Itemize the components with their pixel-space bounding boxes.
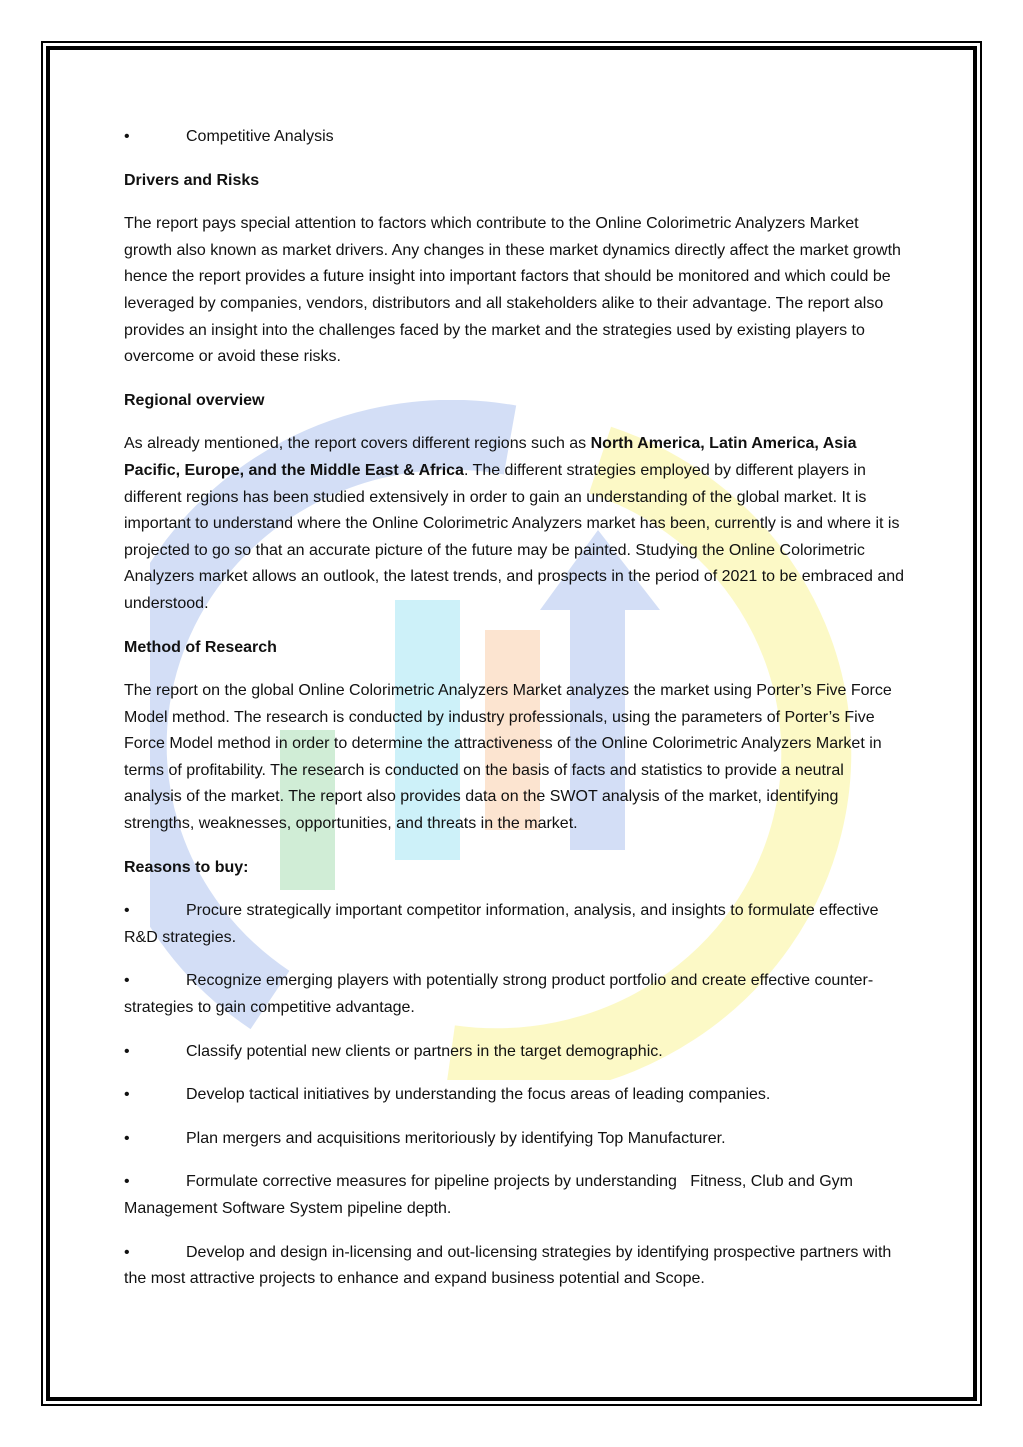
bullet-symbol: • [124, 902, 130, 920]
list-item [124, 124, 904, 151]
list-item [124, 1169, 904, 1222]
list-item-text: Formulate corrective measures for pipeline projects by understanding Fitness, Club and Gym Management Software System pipeline depth. [124, 1173, 858, 1217]
list-item [124, 898, 904, 951]
section-heading-drivers: Drivers and Risks [124, 171, 260, 189]
paragraph-regional [124, 431, 904, 617]
bullet-symbol: • [124, 1173, 130, 1191]
list-item [124, 1240, 904, 1293]
list-item [124, 968, 904, 1021]
regions-bold-text: North America, Latin America, Asia Pacific, Europe, and the Middle East & Africa [124, 435, 857, 479]
list-item-text: Develop tactical initiatives by understanding the focus areas of leading companies. [186, 1086, 771, 1104]
paragraph-text: As already mentioned, the report covers different regions such as [124, 435, 591, 453]
document-body [124, 124, 904, 1310]
section-heading-regional: Regional overview [124, 391, 265, 409]
bullet-symbol: • [124, 1086, 130, 1104]
section-heading-reasons: Reasons to buy: [124, 858, 249, 876]
list-item-text: Competitive Analysis [186, 128, 334, 145]
bullet-symbol: • [124, 128, 130, 145]
paragraph-drivers: The report pays special attention to factors which contribute to the Online Colorimetric Analyzers Market growth also known as market drivers. Any changes in these market dynamics directly affect the market growth hence the report provides a future insight into important factors that should be monitored and which could be leveraged by companies, vendors, distributors and all stakeholders alike to their advantage. The report also provides an insight into the challenges faced by the market and the strategies used by existing players to overcome or avoid these risks. [124, 215, 901, 366]
section-heading-method: Method of Research [124, 638, 277, 656]
list-item-text: Procure strategically important competitor information, analysis, and insights to formulate effective R&D strategies. [124, 902, 879, 946]
bullet-symbol: • [124, 1042, 130, 1060]
list-item-text: Plan mergers and acquisitions meritoriously by identifying Top Manufacturer. [186, 1129, 726, 1147]
paragraph-text: . The different strategies employed by different players in different regions has been studied extensively in order to gain an understanding of the global market. It is important to understand where the Online Colorimetric Analyzers market has been, currently is and where it is projected to go so that an accurate picture of the future may be painted. Studying the Online Colorimetric Analyzers market allows an outlook, the latest trends, and prospects in the period of 2021 to be embraced and understood. [124, 461, 905, 612]
list-item [124, 1039, 904, 1066]
list-item-text: Recognize emerging players with potentially strong product portfolio and create effective counter-strategies to gain competitive advantage. [124, 972, 874, 1017]
paragraph-method: The report on the global Online Colorimetric Analyzers Market analyzes the market using Porter’s Five Force Model method. The research is conducted by industry professionals, using the parameters of Porter’s Five Force Model method in order to determine the attractiveness of the Online Colorimetric Analyzers Market in terms of profitability. The research is conducted on the basis of facts and statistics to provide a neutral analysis of the market. The report also provides data on the SWOT analysis of the market, identifying strengths, weaknesses, opportunities, and threats in the market. [124, 682, 892, 833]
list-item-text: Develop and design in-licensing and out-licensing strategies by identifying prospective partners with the most attractive projects to enhance and expand business potential and Scope. [124, 1243, 892, 1288]
bullet-symbol: • [124, 1243, 130, 1261]
bullet-symbol: • [124, 972, 130, 990]
list-item-text: Classify potential new clients or partners in the target demographic. [186, 1042, 663, 1060]
list-item [124, 1126, 904, 1153]
list-item [124, 1082, 904, 1109]
bullet-symbol: • [124, 1129, 130, 1147]
